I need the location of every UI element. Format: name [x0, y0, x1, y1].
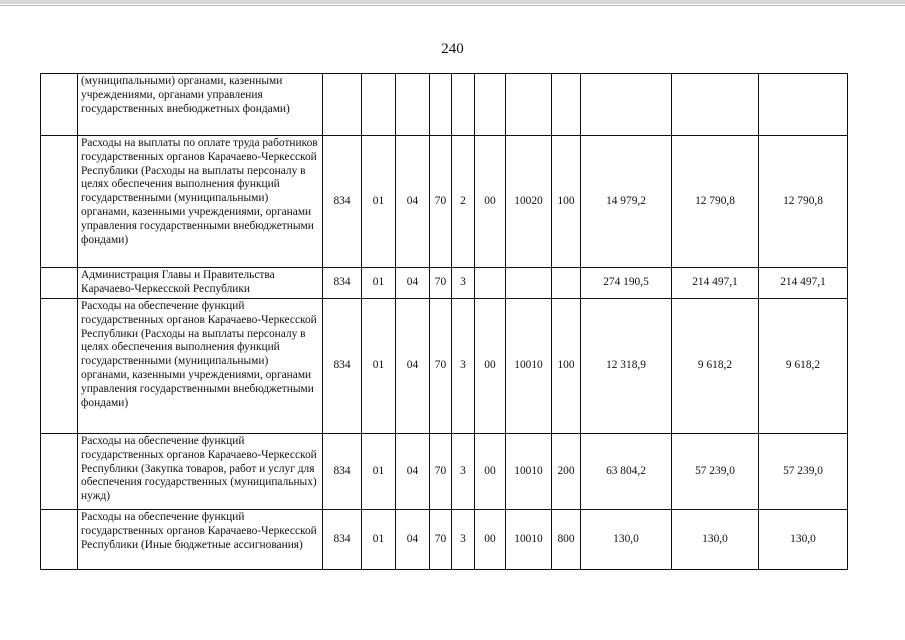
- cell-cs4: 10020: [506, 136, 552, 268]
- cell-vr: 100: [552, 299, 581, 434]
- cell-pr: 04: [396, 136, 430, 268]
- cell-sum-3: [759, 74, 848, 136]
- cell-sum-1: 63 804,2: [581, 434, 672, 510]
- cell-gr: 834: [323, 434, 362, 510]
- cell-gr: [323, 74, 362, 136]
- table-row: [41, 74, 848, 136]
- cell-cs3: 00: [475, 434, 506, 510]
- cell-gr: 834: [323, 299, 362, 434]
- blank-cell: [41, 268, 78, 299]
- budget-table: [40, 73, 848, 570]
- cell-sum-3: 214 497,1: [759, 268, 848, 299]
- blank-cell: [41, 136, 78, 268]
- cell-cs2: 3: [452, 268, 475, 299]
- cell-vr: 200: [552, 434, 581, 510]
- cell-rz: 01: [362, 434, 396, 510]
- cell-cs1: 70: [430, 136, 452, 268]
- cell-sum-1: 274 190,5: [581, 268, 672, 299]
- cell-sum-1: 130,0: [581, 510, 672, 570]
- table-row: [41, 299, 848, 434]
- cell-vr: [552, 268, 581, 299]
- blank-cell: [41, 434, 78, 510]
- cell-pr: [396, 74, 430, 136]
- cell-cs3: 00: [475, 136, 506, 268]
- cell-cs2: 3: [452, 510, 475, 570]
- cell-rz: 01: [362, 299, 396, 434]
- row-description: (муниципальными) органами, казенными учреждениями, органами управления государственных внебюджетных фондами): [78, 74, 323, 136]
- cell-cs1: [430, 74, 452, 136]
- row-description: Расходы на обеспечение функций государственных органов Карачаево-Черкесской Республики (Иные бюджетные ассигнования): [78, 510, 323, 570]
- cell-sum-2: 214 497,1: [672, 268, 759, 299]
- cell-gr: 834: [323, 136, 362, 268]
- cell-cs1: 70: [430, 510, 452, 570]
- cell-gr: 834: [323, 268, 362, 299]
- cell-cs4: [506, 74, 552, 136]
- table-row: [41, 136, 848, 268]
- cell-sum-3: 12 790,8: [759, 136, 848, 268]
- cell-sum-2: 12 790,8: [672, 136, 759, 268]
- cell-vr: 100: [552, 136, 581, 268]
- cell-cs4: 10010: [506, 510, 552, 570]
- cell-cs2: 3: [452, 299, 475, 434]
- cell-cs1: 70: [430, 299, 452, 434]
- scan-top-edge-line: [0, 5, 905, 6]
- row-description: Администрация Главы и Правительства Карачаево-Черкесской Республики: [78, 268, 323, 299]
- cell-pr: 04: [396, 510, 430, 570]
- cell-cs2: [452, 74, 475, 136]
- cell-sum-3: 9 618,2: [759, 299, 848, 434]
- scan-top-edge: [0, 0, 905, 4]
- cell-vr: [552, 74, 581, 136]
- row-description: Расходы на обеспечение функций государственных органов Карачаево-Черкесской Республики (Закупка товаров, работ и услуг для обеспечения государственных (муниципальных) нужд): [78, 434, 323, 510]
- cell-cs4: [506, 268, 552, 299]
- page-number: 240: [441, 41, 464, 57]
- cell-sum-3: 130,0: [759, 510, 848, 570]
- cell-cs3: [475, 74, 506, 136]
- cell-vr: 800: [552, 510, 581, 570]
- cell-cs3: 00: [475, 299, 506, 434]
- cell-cs2: 3: [452, 434, 475, 510]
- table-row: [41, 510, 848, 570]
- blank-cell: [41, 299, 78, 434]
- cell-pr: 04: [396, 434, 430, 510]
- cell-pr: 04: [396, 299, 430, 434]
- table-row: [41, 434, 848, 510]
- cell-cs1: 70: [430, 434, 452, 510]
- cell-rz: [362, 74, 396, 136]
- table-row: [41, 268, 848, 299]
- blank-cell: [41, 510, 78, 570]
- cell-sum-2: [672, 74, 759, 136]
- cell-sum-1: 14 979,2: [581, 136, 672, 268]
- cell-gr: 834: [323, 510, 362, 570]
- cell-sum-2: 9 618,2: [672, 299, 759, 434]
- cell-sum-2: 57 239,0: [672, 434, 759, 510]
- row-description: Расходы на выплаты по оплате труда работников государственных органов Карачаево-Черкесской Республики (Расходы на выплаты персоналу в целях обеспечения выполнения функций государственными (муниципальными) органами, казенными учреждениями, органами управления государственными внебюджетными фондами): [78, 136, 323, 268]
- cell-cs4: 10010: [506, 299, 552, 434]
- cell-sum-3: 57 239,0: [759, 434, 848, 510]
- cell-cs4: 10010: [506, 434, 552, 510]
- cell-rz: 01: [362, 510, 396, 570]
- cell-cs3: 00: [475, 510, 506, 570]
- cell-cs2: 2: [452, 136, 475, 268]
- cell-rz: 01: [362, 268, 396, 299]
- cell-cs1: 70: [430, 268, 452, 299]
- row-description: Расходы на обеспечение функций государственных органов Карачаево-Черкесской Республики (Расходы на выплаты персоналу в целях обеспечения выполнения функций государственными (муниципальными) органами, казенными учреждениями, органами управления государственными внебюджетными фондами): [78, 299, 323, 434]
- cell-sum-1: [581, 74, 672, 136]
- cell-rz: 01: [362, 136, 396, 268]
- blank-cell: [41, 74, 78, 136]
- cell-pr: 04: [396, 268, 430, 299]
- cell-sum-2: 130,0: [672, 510, 759, 570]
- cell-cs3: [475, 268, 506, 299]
- cell-sum-1: 12 318,9: [581, 299, 672, 434]
